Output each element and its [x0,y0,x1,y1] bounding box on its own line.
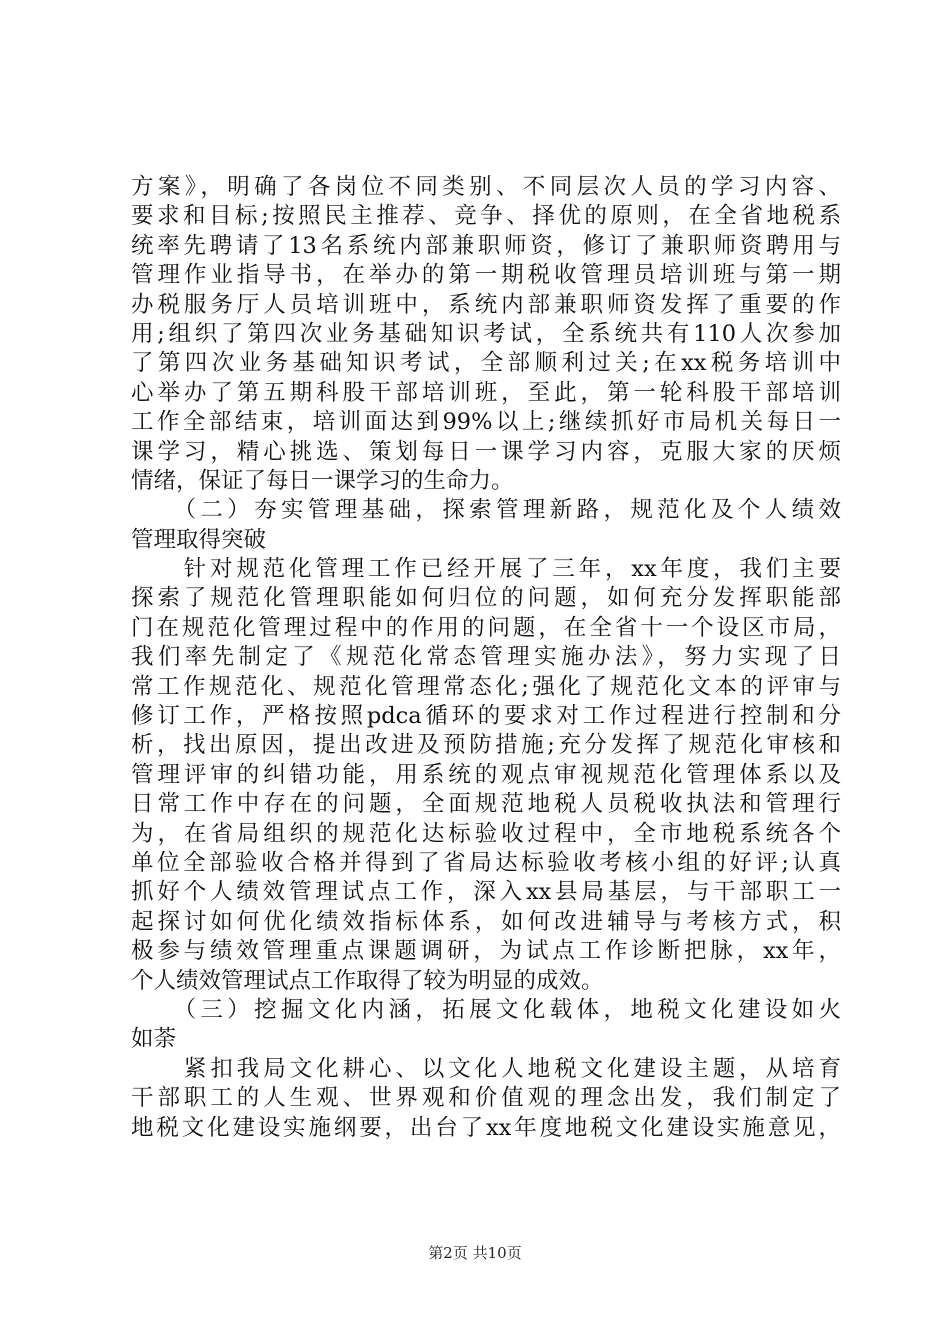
text-line: 极参与绩效管理重点课题调研，为试点工作诊断把脉，xx年， [131,938,841,965]
text-line: 方案》，明确了各岗位不同类别、不同层次人员的学习内容、 [131,174,841,200]
text-line: （三）挖掘文化内涵，拓展文化载体，地税文化建设如火 [131,996,841,1023]
text-line: 干部职工的人生观、世界观和价值观的理念出发，我们制定了 [131,1085,841,1112]
text-line: 紧扣我局文化耕心、以文化人地税文化建设主题，从培育 [131,1055,841,1082]
text-line: 心举办了第五期科股干部培训班，至此，第一轮科股干部培训 [131,379,841,406]
text-line: 如荼 [131,1026,177,1053]
text-line: 了第四次业务基础知识考试，全部顺利过关;在xx税务培训中 [131,350,841,377]
text-line: 我们率先制定了《规范化常态管理实施办法》，努力实现了日 [131,644,841,671]
text-line: 管理评审的纠错功能，用系统的观点审视规范化管理体系以及 [131,761,841,788]
text-line: 工作全部结束，培训面达到99%以上;继续抓好市局机关每日一 [131,409,841,436]
body-text [131,173,841,1143]
text-line: 针对规范化管理工作已经开展了三年，xx年度，我们主要 [131,556,841,583]
text-line: 用;组织了第四次业务基础知识考试，全系统共有110人次参加 [131,320,841,347]
text-line: 情绪，保证了每日一课学习的生命力。 [131,467,514,494]
text-line: 课学习，精心挑选、策划每日一课学习内容，克服大家的厌烦 [131,438,841,465]
text-line: 办税服务厅人员培训班中，系统内部兼职师资发挥了重要的作 [131,291,841,318]
text-line: 修订工作，严格按照pdca循环的要求对工作过程进行控制和分 [131,703,841,730]
text-line: 抓好个人绩效管理试点工作，深入xx县局基层，与干部职工一 [131,879,841,906]
text-line: 管理作业指导书，在举办的第一期税收管理员培训班与第一期 [131,262,841,289]
text-line: 为，在省局组织的规范化达标验收过程中，全市地税系统各个 [131,820,841,847]
text-line: 单位全部验收合格并得到了省局达标验收考核小组的好评;认真 [131,849,841,876]
text-line: 个人绩效管理试点工作取得了较为明显的成效。 [131,967,604,994]
text-line: 地税文化建设实施纲要，出台了xx年度地税文化建设实施意见， [131,1114,841,1141]
text-line: 门在规范化管理过程中的作用的问题，在全省十一个设区市局， [131,614,841,641]
text-line: 要求和目标;按照民主推荐、竞争、择优的原则，在全省地税系 [131,203,841,230]
text-line: 起探讨如何优化绩效指标体系，如何改进辅导与考核方式，积 [131,908,841,935]
text-line: 探索了规范化管理职能如何归位的问题，如何充分发挥职能部 [131,585,841,612]
page-number-label: 第2页 共10页 [428,1244,522,1262]
text-line: 常工作规范化、规范化管理常态化;强化了规范化文本的评审与 [131,673,841,700]
text-line: 日常工作中存在的问题，全面规范地税人员税收执法和管理行 [131,791,841,818]
page-footer [0,1243,950,1263]
text-line: （二）夯实管理基础，探索管理新路，规范化及个人绩效 [131,497,841,524]
text-line: 析，找出原因，提出改进及预防措施;充分发挥了规范化审核和 [131,732,841,759]
text-line: 统率先聘请了13名系统内部兼职师资，修订了兼职师资聘用与 [131,232,841,259]
text-line: 管理取得突破 [131,526,267,553]
